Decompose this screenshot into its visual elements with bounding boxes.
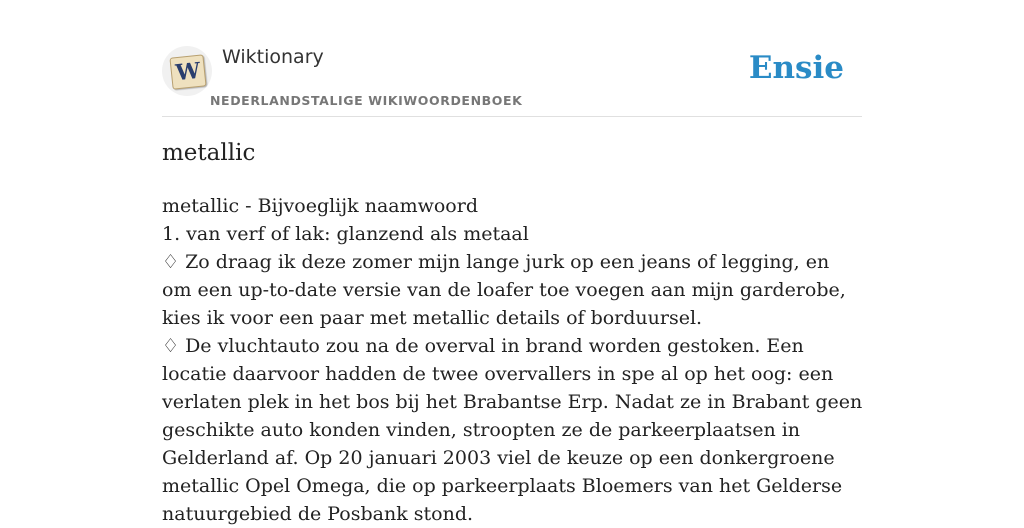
word-class: metallic - Bijvoeglijk naamwoord xyxy=(162,195,478,217)
site-subtitle: NEDERLANDSTALIGE WIKIWOORDENBOEK xyxy=(210,93,523,108)
page-title: metallic xyxy=(162,140,256,166)
wiktionary-logo-icon[interactable] xyxy=(162,46,212,96)
brand-logo[interactable]: Ensie xyxy=(748,50,844,86)
example-sentence: ♢ Zo draag ik deze zomer mijn lange jurk op een jeans of legging, en om een up-to-date versie van de loafer toe voegen aan mijn garderobe, kies ik voor een paar met metallic details of borduursel. xyxy=(162,251,846,329)
entry-content xyxy=(162,192,864,528)
logo-tile: W xyxy=(169,54,206,89)
site-name[interactable]: Wiktionary xyxy=(222,46,324,68)
site-header xyxy=(162,0,862,117)
example-sentence: ♢ De vluchtauto zou na de overval in brand worden gestoken. Een locatie daarvoor hadden de twee overvallers in spe al op het oog: een verlaten plek in het bos bij het Brabantse Erp. Nadat ze in Brabant geen geschikte auto konden vinden, stroopten ze de parkeerplaatsen in Gelderland af. Op 20 januari 2003 viel de keuze op een donkergroene metallic Opel Omega, die op parkeerplaats Bloemers van het Gelderse natuurgebied de Posbank stond. xyxy=(162,335,863,525)
definition: 1. van verf of lak: glanzend als metaal xyxy=(162,223,529,245)
